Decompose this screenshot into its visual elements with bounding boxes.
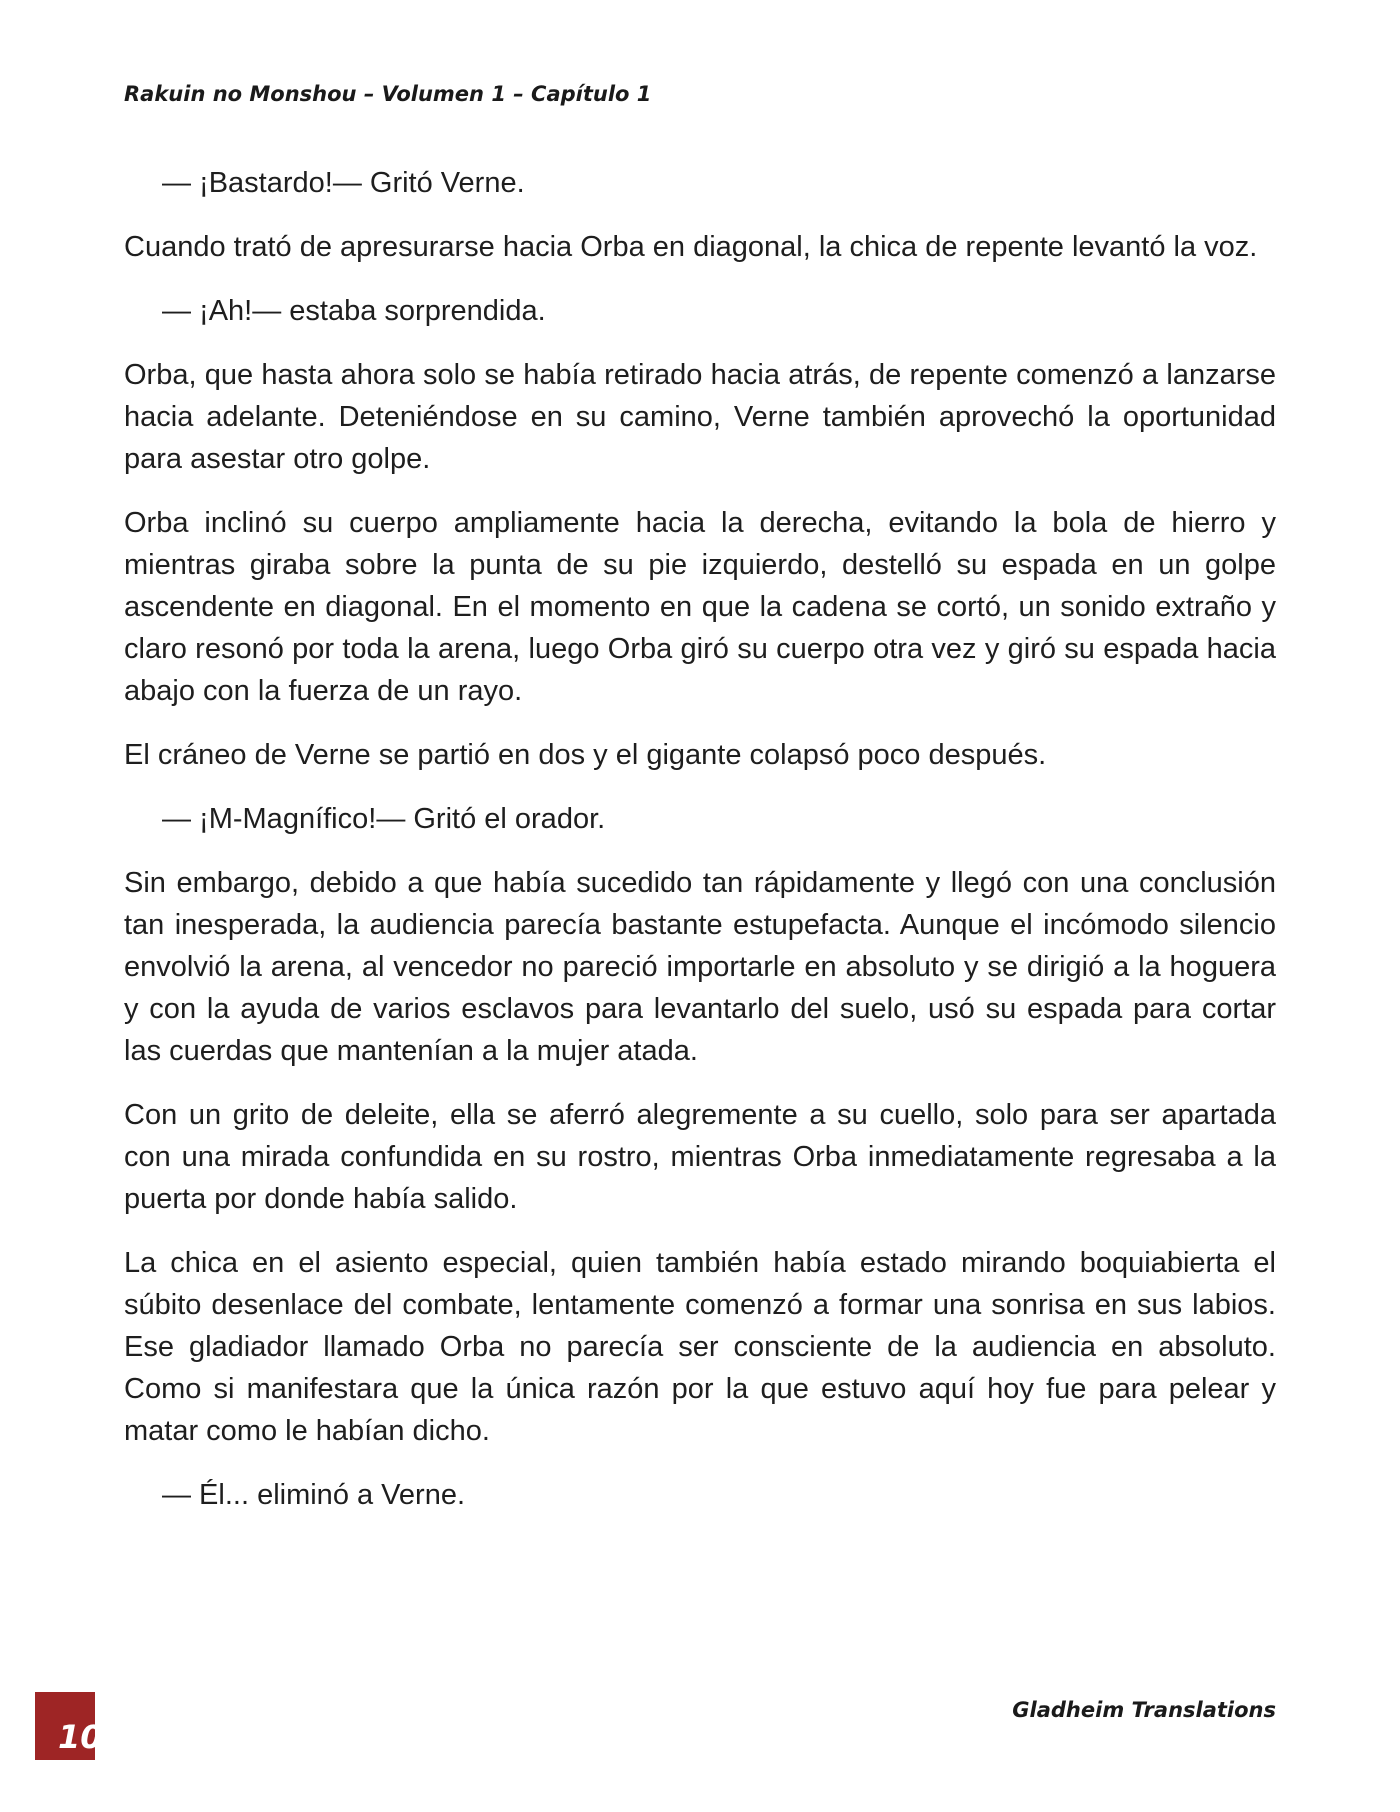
- paragraph: La chica en el asiento especial, quien también había estado mirando boquiabierta el súbito desenlace del combate, lentamente comenzó a formar una sonrisa en sus labios. Ese gladiador llamado Orba no parecía ser consciente de la audiencia en absoluto. Como si manifestara que la única razón por la que estuvo aquí hoy fue para pelear y matar como le habían dicho.: [124, 1247, 1276, 1447]
- paragraph: Con un grito de deleite, ella se aferró alegremente a su cuello, solo para ser apartada con una mirada confundida en su rostro, mientras Orba inmediatamente regresaba a la puerta por donde había salido.: [124, 1099, 1276, 1215]
- paragraph: Orba, que hasta ahora solo se había retirado hacia atrás, de repente comenzó a lanzarse hacia adelante. Deteniéndose en su camino, Verne también aprovechó la oportunidad para asestar otro golpe.: [124, 359, 1276, 475]
- paragraph-dialog: — ¡Ah!— estaba sorprendida.: [162, 295, 546, 327]
- page-number: 10: [58, 1718, 103, 1756]
- body-text: [124, 162, 1276, 1538]
- footer-credit: Gladheim Translations: [1012, 1698, 1276, 1722]
- paragraph: Orba inclinó su cuerpo ampliamente hacia la derecha, evitando la bola de hierro y mientras giraba sobre la punta de su pie izquierdo, destelló su espada en un golpe ascendente en diagonal. En el momento en que la cadena se cortó, un sonido extraño y claro resonó por toda la arena, luego Orba giró su cuerpo otra vez y giró su espada hacia abajo con la fuerza de un rayo.: [124, 507, 1276, 707]
- paragraph-dialog: — ¡M-Magnífico!— Gritó el orador.: [162, 803, 606, 835]
- paragraph: Cuando trató de apresurarse hacia Orba en diagonal, la chica de repente levantó la voz.: [124, 231, 1258, 263]
- paragraph: El cráneo de Verne se partió en dos y el gigante colapsó poco después.: [124, 739, 1047, 771]
- page-number-underline: [35, 1760, 95, 1763]
- running-header: Rakuin no Monshou – Volumen 1 – Capítulo 1: [124, 82, 652, 106]
- paragraph-dialog: — Él... eliminó a Verne.: [162, 1479, 466, 1511]
- paragraph: Sin embargo, debido a que había sucedido tan rápidamente y llegó con una conclusión tan inesperada, la audiencia parecía bastante estupefacta. Aunque el incómodo silencio envolvió la arena, al vencedor no pareció importarle en absoluto y se dirigió a la hoguera y con la ayuda de varios esclavos para levantarlo del suelo, usó su espada para cortar las cuerdas que mantenían a la mujer atada.: [124, 867, 1276, 1067]
- paragraph-dialog: — ¡Bastardo!— Gritó Verne.: [162, 167, 525, 199]
